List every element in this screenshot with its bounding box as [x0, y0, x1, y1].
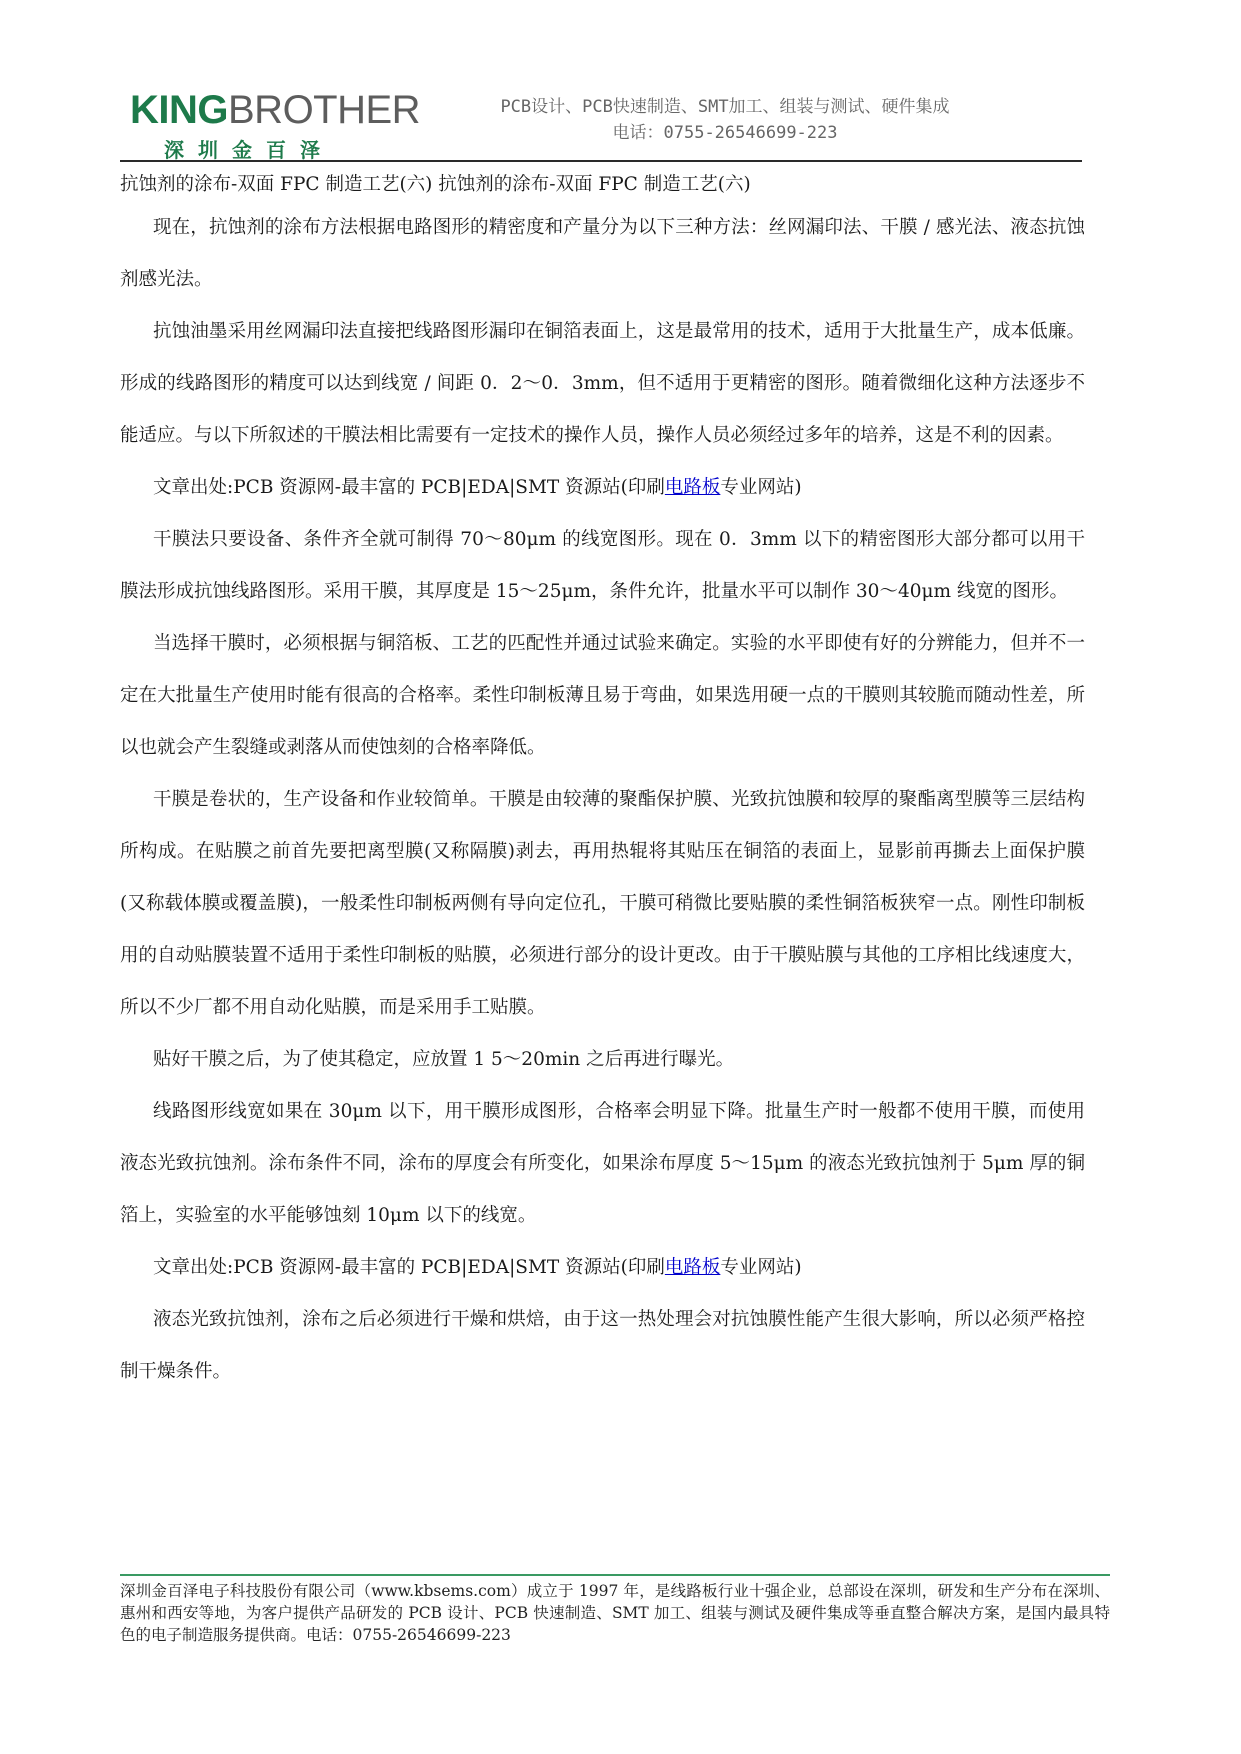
- paragraph-8: 液态光致抗蚀剂，涂布之后必须进行干燥和烘焙，由于这一热处理会对抗蚀膜性能产生很大影响，所以必须严格控制干燥条件。: [120, 1309, 1085, 1382]
- circuit-board-link[interactable]: 电路板: [664, 477, 721, 498]
- circuit-board-link[interactable]: 电路板: [664, 1257, 721, 1278]
- footer-divider: [120, 1574, 1110, 1576]
- paragraph-4: 当选择干膜时，必须根据与铜箔板、工艺的匹配性并通过试验来确定。实验的水平即使有好的分辨能力，但并不一定在大批量生产使用时能有很高的合格率。柔性印制板薄且易于弯曲，如果选用硬一点的干膜则其较脆而随动性差，所以也就会产生裂缝或剥落从而使蚀刻的合格率降低。: [120, 633, 1085, 758]
- logo-wordmark: [130, 88, 421, 132]
- paragraph-1: 现在，抗蚀剂的涂布方法根据电路图形的精密度和产量分为以下三种方法：丝网漏印法、干膜 / 感光法、液态抗蚀剂感光法。: [120, 217, 1085, 290]
- source-citation-2: [120, 1242, 1085, 1294]
- logo-chinese-name: 深圳金百泽: [164, 138, 334, 162]
- paragraph-3: 干膜法只要设备、条件齐全就可制得 70～80μm 的线宽图形。现在 0．3mm 以下的精密图形大部分都可以用干膜法形成抗蚀线路图形。采用干膜，其厚度是 15～25μm，条件允许，批量水平可以制作 30～40μm 线宽的图形。: [120, 529, 1085, 602]
- header-tagline: [465, 94, 985, 146]
- source-prefix: 文章出处:PCB 资源网-最丰富的 PCB|EDA|SMT 资源站(印刷: [153, 477, 665, 498]
- tagline-services: PCB设计、PCB快速制造、SMT加工、组装与测试、硬件集成: [500, 97, 950, 117]
- document-body: [120, 168, 1085, 1398]
- source-suffix: 专业网站): [720, 477, 802, 498]
- source-suffix: 专业网站): [720, 1257, 802, 1278]
- paragraph-5: 干膜是卷状的，生产设备和作业较简单。干膜是由较薄的聚酯保护膜、光致抗蚀膜和较厚的聚酯离型膜等三层结构所构成。在贴膜之前首先要把离型膜(又称隔膜)剥去，再用热辊将其贴压在铜箔的表面上，显影前再撕去上面保护膜(又称载体膜或覆盖膜)，一般柔性印制板两侧有导向定位孔，干膜可稍微比要贴膜的柔性铜箔板狭窄一点。刚性印制板用的自动贴膜装置不适用于柔性印制板的贴膜，必须进行部分的设计更改。由于干膜贴膜与其他的工序相比线速度大，所以不少厂都不用自动化贴膜，而是采用手工贴膜。: [120, 789, 1085, 1018]
- source-citation-1: [120, 462, 1085, 514]
- kingbrother-logo: [130, 88, 421, 163]
- tagline-phone: 电话：0755-26546699-223: [612, 123, 838, 143]
- header-divider: [120, 160, 1082, 162]
- logo-brother-text: BROTHER: [228, 88, 421, 132]
- source-prefix: 文章出处:PCB 资源网-最丰富的 PCB|EDA|SMT 资源站(印刷: [153, 1257, 665, 1278]
- paragraph-2: 抗蚀油墨采用丝网漏印法直接把线路图形漏印在铜箔表面上，这是最常用的技术，适用于大批量生产，成本低廉。形成的线路图形的精度可以达到线宽 / 间距 0．2～0．3mm，但不适用于更精密的图形。随着微细化这种方法逐步不能适应。与以下所叙述的干膜法相比需要有一定技术的操作人员，操作人员必须经过多年的培养，这是不利的因素。: [120, 321, 1085, 446]
- page-header: [120, 82, 1080, 160]
- logo-king-text: KING: [130, 88, 228, 132]
- paragraph-7: 线路图形线宽如果在 30μm 以下，用干膜形成图形，合格率会明显下降。批量生产时一般都不使用干膜，而使用液态光致抗蚀剂。涂布条件不同，涂布的厚度会有所变化，如果涂布厚度 5～15μm 的液态光致抗蚀剂于 5μm 厚的铜箔上，实验室的水平能够蚀刻 10μm 以下的线宽。: [120, 1101, 1085, 1226]
- paragraph-6: 贴好干膜之后，为了使其稳定，应放置 1 5～20min 之后再进行曝光。: [153, 1049, 735, 1070]
- document-title: 抗蚀剂的涂布-双面 FPC 制造工艺(六) 抗蚀剂的涂布-双面 FPC 制造工艺(六): [120, 174, 751, 195]
- company-footer: 深圳金百泽电子科技股份有限公司（www.kbsems.com）成立于 1997 年，是线路板行业十强企业，总部设在深圳，研发和生产分布在深圳、惠州和西安等地，为客户提供产品研发的 PCB 设计、PCB 快速制造、SMT 加工、组装与测试及硬件集成等垂直整合解决方案，是国内最具特色的电子制造服务提供商。电话：0755-26546699-223: [120, 1582, 1110, 1644]
